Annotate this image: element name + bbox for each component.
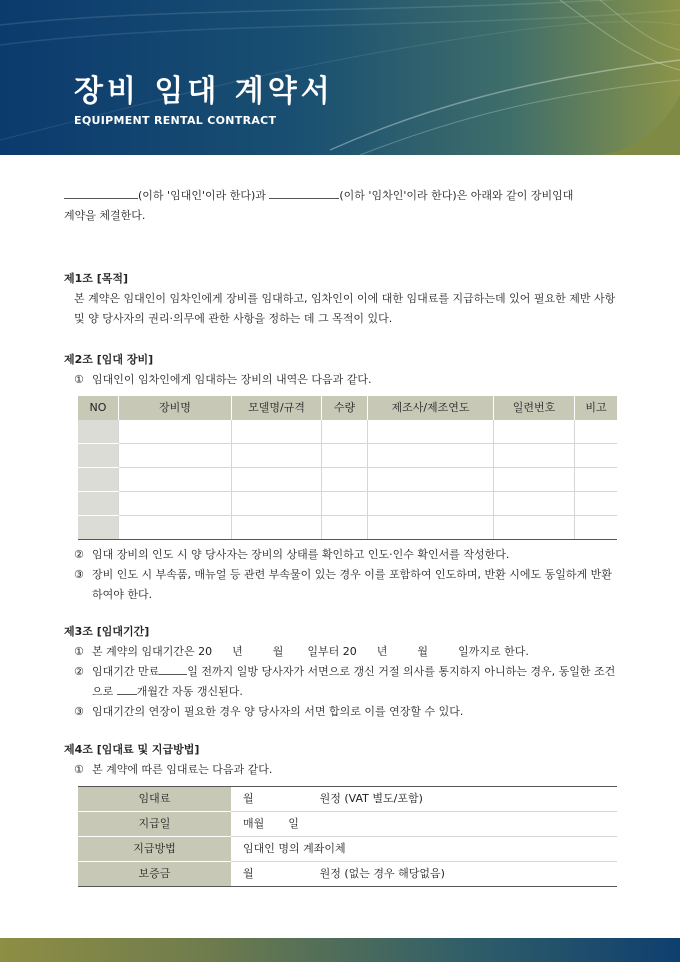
renewal-months-blank[interactable] <box>117 682 137 695</box>
intro-paragraph <box>64 186 617 226</box>
table-row <box>78 444 617 468</box>
table-row <box>78 468 617 492</box>
article4-item1: ① 본 계약에 따른 임대료는 다음과 같다. <box>74 763 273 776</box>
col-remarks: 비고 <box>575 396 618 420</box>
table-row: 보증금 월 원정 (없는 경우 해당없음) <box>78 862 617 887</box>
deposit-label: 보증금 <box>78 862 231 887</box>
payment-date-label: 지급일 <box>78 812 231 837</box>
rent-label: 임대료 <box>78 787 231 812</box>
payment-method-label: 지급방법 <box>78 837 231 862</box>
lessee-blank[interactable] <box>269 186 339 199</box>
intro-part1: (이하 '임대인'이라 한다)과 <box>138 189 266 202</box>
article3-item3: ③ 임대기간의 연장이 필요한 경우 양 당사자의 서면 합의로 이를 연장할 수 있다. <box>74 705 464 718</box>
article2-item1: ① 임대인이 임차인에게 임대하는 장비의 내역은 다음과 같다. <box>74 373 372 386</box>
contract-body <box>64 186 617 887</box>
article2-item2: ② 임대 장비의 인도 시 양 당사자는 장비의 상태를 확인하고 인도·인수 확인서를 작성한다. <box>74 548 510 561</box>
equipment-table <box>78 396 617 540</box>
article1-body: 본 계약은 임대인이 임차인에게 장비를 임대하고, 임차인이 이에 대한 임대료를 지급하는데 있어 필요한 제반 사항 및 양 당사자의 권리·의무에 관한 사항을 정하는 데 그 목적이 있다. <box>74 292 616 325</box>
table-row <box>78 516 617 540</box>
article2-title: 제2조 [임대 장비] <box>64 353 154 366</box>
article3-item1: ① 본 계약의 임대기간은 20 년 월 일부터 20 년 월 일까지로 한다. <box>74 645 529 658</box>
col-serial: 일련번호 <box>494 396 575 420</box>
intro-line2: 계약을 체결한다. <box>64 209 146 222</box>
document-subtitle: EQUIPMENT RENTAL CONTRACT <box>74 114 277 127</box>
table-row: 임대료 월 원정 (VAT 별도/포함) <box>78 787 617 812</box>
article3-title: 제3조 [임대기간] <box>64 625 150 638</box>
lessor-blank[interactable] <box>64 186 138 199</box>
footer-bar <box>0 938 680 962</box>
col-no: NO <box>78 396 119 420</box>
table-row: 지급방법 임대인 명의 계좌이체 <box>78 837 617 862</box>
col-equipment-name: 장비명 <box>119 396 232 420</box>
table-row <box>78 492 617 516</box>
article2-item3: ③ 장비 인도 시 부속품, 매뉴얼 등 관련 부속물이 있는 경우 이를 포함하여 인도하며, 반환 시에도 동일하게 반환하여야 한다. <box>74 568 612 601</box>
table-row <box>78 420 617 444</box>
col-quantity: 수량 <box>322 396 368 420</box>
article4-title: 제4조 [임대료 및 지급방법] <box>64 743 200 756</box>
article1-title: 제1조 [목적] <box>64 272 129 285</box>
header-banner <box>0 0 680 155</box>
intro-part2: (이하 '임차인'이라 한다)은 아래와 같이 장비임대 <box>339 189 574 202</box>
table-row: 지급일 매월 일 <box>78 812 617 837</box>
equipment-table-header <box>78 396 617 420</box>
notice-days-blank[interactable] <box>159 662 187 675</box>
col-model: 모델명/규격 <box>232 396 322 420</box>
article3-item2: ② 임대기간 만료 일 전까지 일방 당사자가 서면으로 갱신 거절 의사를 통지하지 아니하는 경우, 동일한 조건으로 개월간 자동 갱신된다. <box>64 662 617 702</box>
document-title: 장비 임대 계약서 <box>74 74 334 109</box>
rent-table <box>78 786 617 887</box>
col-manufacturer: 제조사/제조연도 <box>368 396 494 420</box>
